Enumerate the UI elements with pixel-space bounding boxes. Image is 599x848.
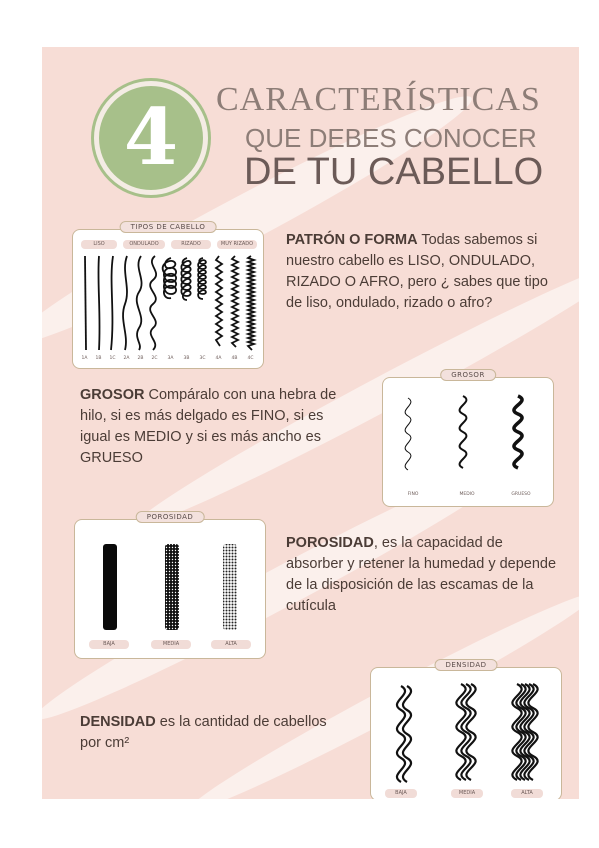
- code-label: 3B: [183, 356, 190, 361]
- porosidad-card: [74, 513, 266, 659]
- group-label-muy-rizado: MUY RIZADO: [217, 240, 257, 249]
- grosor-label-fino: FINO: [407, 492, 419, 497]
- porosidad-label-media: MEDIA: [151, 640, 191, 649]
- grosor-body: Compáralo con una hebra de hilo, si es más delgado es FINO, si es igual es MEDIO y si es más ancho es GRUESO: [80, 387, 337, 466]
- densidad-heading: DENSIDAD: [80, 714, 156, 730]
- code-label: 1A: [81, 356, 88, 361]
- code-label: 3A: [167, 356, 174, 361]
- title-line-3: DE TU CABELLO: [244, 151, 544, 193]
- densidad-card: [370, 661, 562, 799]
- grosor-text: [80, 385, 350, 469]
- densidad-label-baja: BAJA: [385, 789, 417, 798]
- card-title: GROSOR: [440, 369, 496, 381]
- grosor-label-grueso: GRUESO: [511, 492, 531, 497]
- patron-heading: PATRÓN O FORMA: [286, 232, 418, 248]
- patron-text: [286, 230, 556, 314]
- number-badge: [94, 81, 208, 195]
- porosidad-label-baja: BAJA: [89, 640, 129, 649]
- code-label: 4C: [247, 356, 254, 361]
- grosor-card: [382, 371, 554, 507]
- group-label-liso: LISO: [81, 240, 117, 249]
- group-label-rizado: RIZADO: [171, 240, 211, 249]
- code-label: 3C: [199, 356, 206, 361]
- porosidad-heading: POROSIDAD: [286, 535, 374, 551]
- card-title: TIPOS DE CABELLO: [120, 221, 217, 233]
- code-label: 2C: [151, 356, 158, 361]
- infographic-poster: [42, 47, 579, 799]
- code-label: 4A: [215, 356, 222, 361]
- densidad-body: es la cantidad de cabellos por cm²: [80, 714, 327, 751]
- grosor-label-medio: MEDIO: [459, 492, 475, 497]
- code-label: 1B: [95, 356, 102, 361]
- patron-body: Todas sabemos si nuestro cabello es LISO, ONDULADO, RIZADO O AFRO, pero ¿ sabes que tipo de liso, ondulado, rizado o afro?: [286, 232, 548, 311]
- grosor-heading: GROSOR: [80, 387, 145, 403]
- title-line-1: CARACTERÍSTICAS: [216, 81, 541, 118]
- code-label: 2A: [123, 356, 130, 361]
- code-label: 1C: [109, 356, 116, 361]
- title-line-2: QUE DEBES CONOCER: [245, 123, 537, 153]
- hair-types-illustration: [73, 252, 263, 357]
- code-label: 2B: [137, 356, 144, 361]
- porosidad-text: [286, 533, 561, 617]
- porosidad-body: , es la capacidad de absorber y retener la humedad y depende de la disposición de las escamas de la cutícula: [286, 535, 557, 614]
- densidad-illustration: [371, 678, 561, 788]
- badge-number: 4: [123, 92, 179, 183]
- group-label-ondulado: ONDULADO: [123, 240, 165, 249]
- densidad-label-media: MEDIA: [451, 789, 483, 798]
- card-title: DENSIDAD: [434, 659, 497, 671]
- densidad-text: [80, 712, 340, 754]
- porosidad-illustration: [75, 534, 265, 644]
- densidad-label-alta: ALTA: [511, 789, 543, 798]
- card-title: POROSIDAD: [136, 511, 205, 523]
- porosidad-label-alta: ALTA: [211, 640, 251, 649]
- grosor-illustration: [383, 388, 553, 488]
- hair-types-card: [72, 223, 264, 369]
- code-label: 4B: [231, 356, 238, 361]
